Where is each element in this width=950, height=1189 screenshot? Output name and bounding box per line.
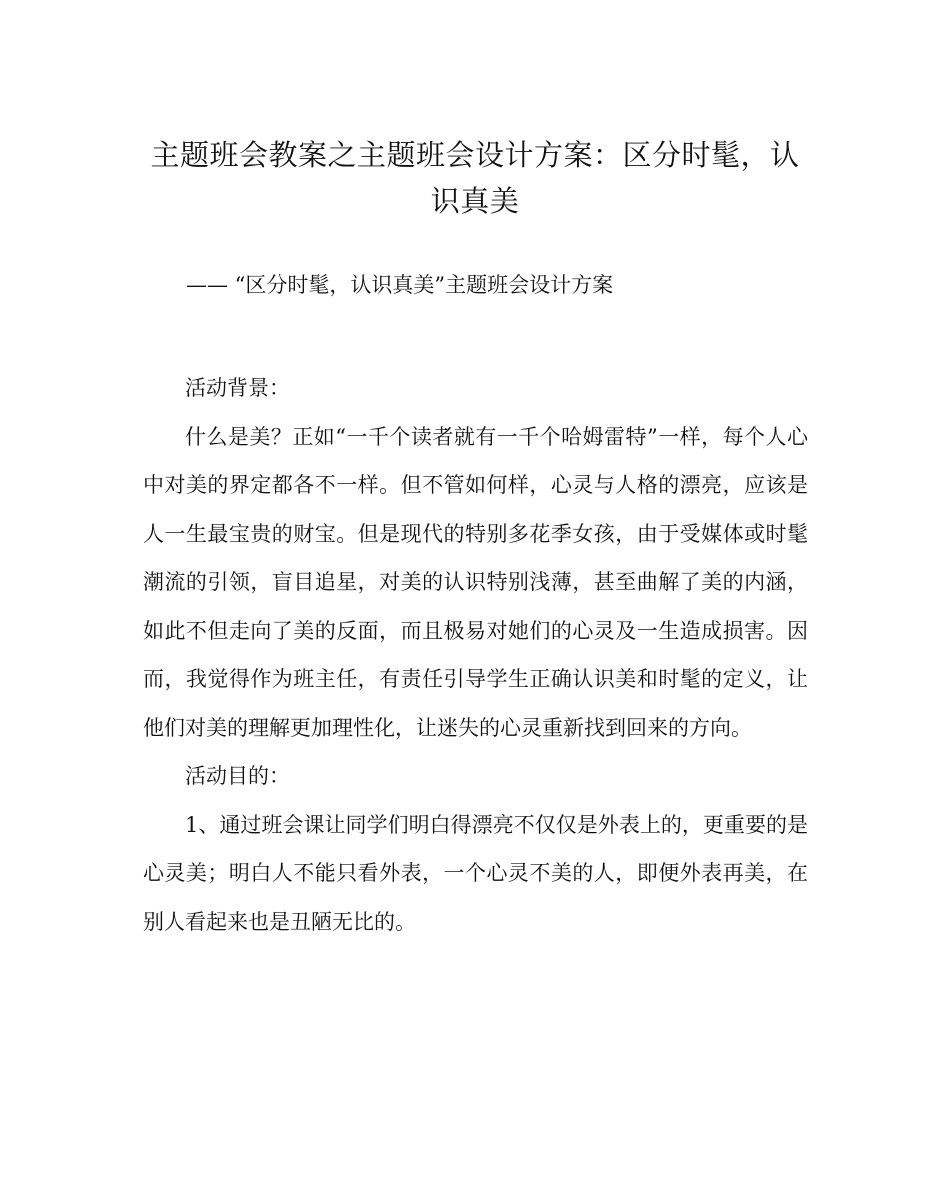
section-heading-background: 活动背景： (185, 376, 290, 400)
paragraph-purpose-1: 1、通过班会课让同学们明白得漂亮不仅仅是外表上的，更重要的是心灵美；明白人不能只看外表，一个心灵不美的人，即便外表再美，在别人看起来也是丑陋无比的。 (143, 812, 808, 934)
document-subtitle: —— “区分时髦，认识真美”主题班会设计方案 (186, 273, 614, 297)
paragraph-background: 什么是美？正如“一千个读者就有一千个哈姆雷特”一样，每个人心中对美的界定都各不一样。但不管如何样，心灵与人格的漂亮，应该是人一生最宝贵的财宝。但是现代的特别多花季女孩，由于受媒体或时髦潮流的引领，盲目追星，对美的认识特别浅薄，甚至曲解了美的内涵，如此不但走向了美的反面，而且极易对她们的心灵及一生造成损害。因而，我觉得作为班主任，有责任引导学生正确认识美和时髦的定义，让他们对美的理解更加理性化，让迷失的心灵重新找到回来的方向。 (143, 424, 808, 740)
section-heading-purpose: 活动目的： (185, 764, 290, 788)
document-body (143, 364, 808, 946)
document-title: 主题班会教案之主题班会设计方案：区分时髦，认识真美 (150, 138, 800, 218)
